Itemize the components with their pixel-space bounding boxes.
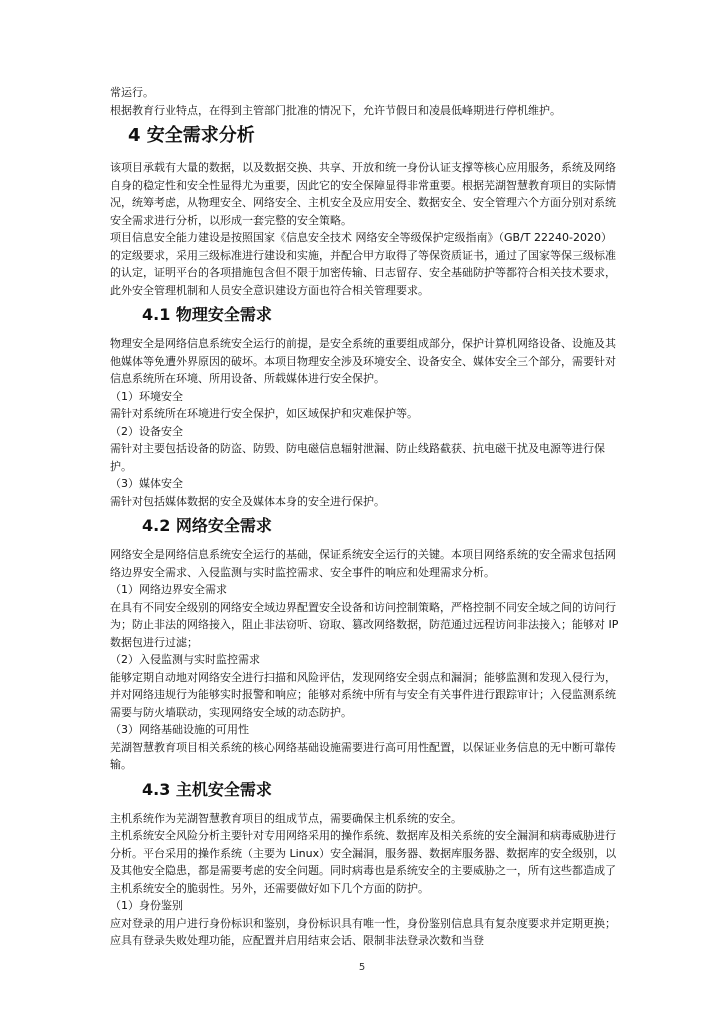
paragraph: （3）网络基础设施的可用性: [110, 723, 249, 736]
paragraph: 需针对主要包括设备的防盗、防毁、防电磁信息辐射泄漏、防止线路截获、抗电磁干扰及电源等进行保护。: [110, 442, 605, 473]
paragraph: （1）身份鉴别: [110, 899, 183, 912]
paragraph: 根据教育行业特点，在得到主管部门批准的情况下，允许节假日和凌晨低峰期进行停机维护。: [110, 103, 561, 117]
document-body: [110, 84, 620, 950]
section-heading: 4 安全需求分析: [128, 125, 255, 146]
paragraph: （2）设备安全: [110, 424, 183, 438]
paragraph: （1）网络边界安全需求: [110, 583, 227, 596]
paragraph: 项目信息安全能力建设是按照国家《信息安全技术 网络安全等级保护定级指南》（GB/T 22240-2020）的定级要求，采用三级标准进行建设和实施，并配合甲方取得了等保资质证书，通过了国家等保三级标准的认定，证明平台的各项措施包含但不限于加密传输、日志留存、安全基础防护等都符合相关技术要求，此外安全管理机制和人员安全意识建设方面也符合相关管理要求。: [110, 231, 616, 297]
subsection-heading: 4.2 网络安全需求: [142, 516, 272, 535]
subsection-heading: 4.3 主机安全需求: [142, 779, 272, 799]
paragraph: 常运行。: [110, 86, 154, 99]
paragraph: （3）媒体安全: [110, 477, 183, 490]
paragraph: 物理安全是网络信息系统安全运行的前提，是安全系统的重要组成部分，保护计算机网络设备、设施及其他媒体等免遭外界原因的破坏。本项目物理安全涉及环境安全、设备安全、媒体安全三个部分，需要针对信息系统所在环境、所用设备、所载媒体进行安全保护。: [110, 337, 616, 385]
subsection-heading: 4.1 物理安全需求: [142, 305, 272, 324]
paragraph: 芜湖智慧教育项目相关系统的核心网络基础设施需要进行高可用性配置，以保证业务信息的无中断可靠传输。: [110, 740, 616, 771]
paragraph: （1）环境安全: [110, 389, 183, 403]
paragraph: 能够定期自动地对网络安全进行扫描和风险评估，发现网络安全弱点和漏洞；能够监测和发现入侵行为，并对网络违规行为能够实时报警和响应；能够对系统中所有与安全有关事件进行跟踪审计；入侵监测系统需要与防火墙联动，实现网络安全域的动态防护。: [110, 670, 616, 719]
paragraph: 该项目承载有大量的数据，以及数据交换、共享、开放和统一身份认证支撑等核心应用服务，系统及网络自身的稳定性和安全性显得尤为重要，因此它的安全保障显得非常重要。根据芜湖智慧教育项目的实际情况，统筹考虑，从物理安全、网络安全、主机安全及应用安全、数据安全、安全管理六个方面分别对系统安全需求进行分析，以形成一套完整的安全策略。: [110, 161, 616, 227]
paragraph: 需针对系统所在环境进行安全保护，如区域保护和灾难保护等。: [110, 407, 418, 420]
paragraph: 主机系统安全风险分析主要针对专用网络采用的操作系统、数据库及相关系统的安全漏洞和病毒威胁进行分析。平台采用的操作系统（主要为 Linux）安全漏洞，服务器、数据库服务器、数据库的安全级别，以及其他安全隐患，都是需要考虑的安全问题。同时病毒也是系统安全的主要威胁之一，所有这些都造成了主机系统安全的脆弱性。另外，还需要做好如下几个方面的防护。: [110, 829, 617, 895]
paragraph: 需针对包括媒体数据的安全及媒体本身的安全进行保护。: [110, 494, 385, 508]
paragraph: 应对登录的用户进行身份标识和鉴别，身份标识具有唯一性，身份鉴别信息具有复杂度要求并定期更换；应具有登录失败处理功能，应配置并启用结束会话、限制非法登录次数和当登: [110, 916, 616, 947]
paragraph: 主机系统作为芜湖智慧教育项目的组成节点，需要确保主机系统的安全。: [110, 811, 462, 825]
page-number: 5: [358, 962, 366, 973]
paragraph: （2）入侵监测与实时监控需求: [110, 653, 260, 666]
paragraph: 网络安全是网络信息系统安全运行的基础，保证系统安全运行的关键。本项目网络系统的安全需求包括网络边界安全需求、入侵监测与实时监控需求、安全事件的响应和处理需求分析。: [110, 548, 616, 579]
paragraph: 在具有不同安全级别的网络安全域边界配置安全设备和访问控制策略，严格控制不同安全域之间的访问行为；防止非法的网络接入，阻止非法窃听、窃取、篡改网络数据，防范通过远程访问非法接入；能够对 IP 数据包进行过滤；: [110, 600, 619, 649]
